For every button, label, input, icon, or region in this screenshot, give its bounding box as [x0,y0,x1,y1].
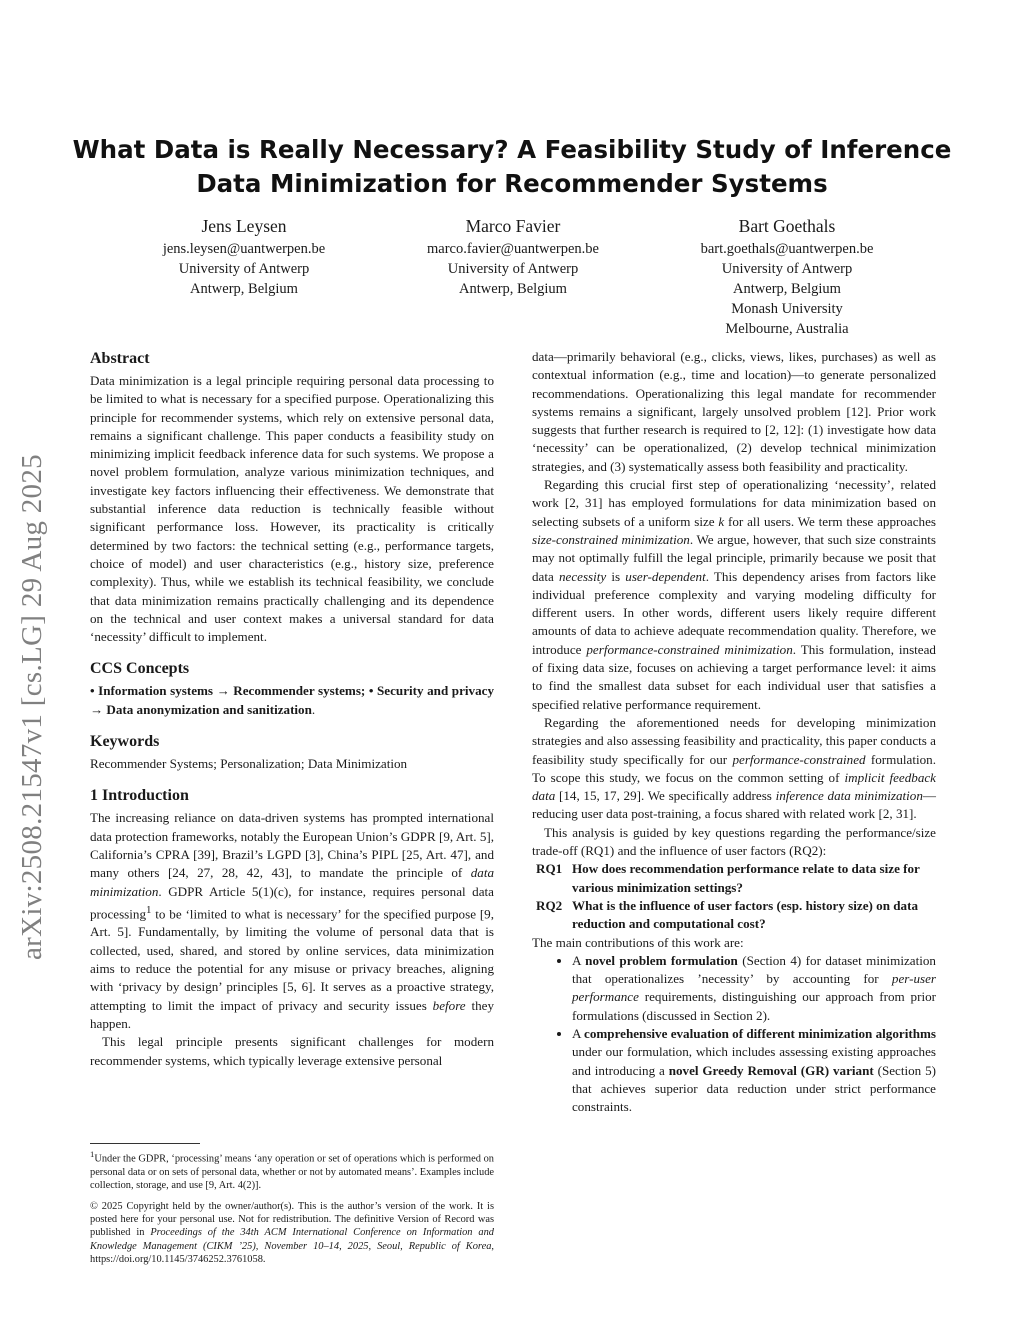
footnote-ref[interactable]: 1 [146,903,152,916]
text-run: Proceedings of the 34th ACM International Conference on Information and Knowledge Management (CIKM ’25), November 10–14, 2025, Seoul, Republic of Korea [90,1227,495,1252]
rq-text: What is the influence of user factors (esp. history size) on data reduction and computational cost? [572,897,918,932]
paragraph [532,714,936,824]
research-question [536,897,936,934]
rq-text: How does recommendation performance relate to data size for various minimization settings? [572,861,920,895]
text-run: size-constrained minimization [532,531,690,547]
footnote-rule [90,1143,200,1144]
text-run: . This formulation, instead of fixing data size, focuses on achieving a target performance level: it aims to find the smallest data subset for each individual user that satisfies a specified relative performance requirement. [532,641,936,712]
author-email[interactable]: bart.goethals@uantwerpen.be [700,241,874,257]
text-run: . We argue, however, that such size constraints may not optimally fulfill the legal principle, primarily because we posit that data [532,531,936,584]
paragraph [90,682,494,719]
author-affiliation: University of Antwerp [721,261,853,277]
author-name: Bart Goethals [738,216,836,236]
author-location: Antwerp, Belgium [190,281,298,297]
author-block [363,213,663,299]
list-item [572,952,936,1025]
text-run: performance-constrained [732,751,866,767]
footnote-mark: 1 [90,1149,95,1159]
author-location: Melbourne, Australia [725,321,849,337]
text-run: under our formulation, which includes assessing existing approaches and introducing a [572,1044,936,1078]
section-heading: Keywords [90,733,160,751]
text-run: The main contributions of this work are: [532,934,744,950]
rq-label: RQ1 [536,861,563,877]
text-run: . [311,701,316,717]
text-run: This analysis is guided by key questions regarding the performance/size trade-off (RQ1) and the influence of user factors (RQ2): [532,824,936,859]
text-run: The increasing reliance on data-driven systems has prompted international data protection frameworks, notably the European Union’s GDPR [9, Art. 5], California’s CPRA [39], Brazil’s LGPD [3], China’s PIPL [25, Art. 47], and many others [24, 27, 28, 42, 43], to mandate the principle of [90,810,494,881]
text-run: Regarding this crucial first step of operationalizing ‘necessity’, related work [2, 31] has employed formulations for data minimization based on selecting subsets of a uniform size [532,477,936,529]
text-run: to be ‘limited to what is necessary’ for the specified purpose [9, Art. 5]. Fundamentally, by limiting the volume of personal data that is collected, used, shared, and stored by online services, data minimization aims to reduce the potential for any misuse or privacy breaches, aligning with ‘privacy by design’ principles [5, 6]. It serves as a proactive strategy, attempting to limit the impact of privacy and security issues [90,906,494,1013]
paragraph [532,824,936,861]
section-heading: Abstract [90,350,150,367]
paragraph [90,1033,494,1070]
text-run: inference data minimization [775,788,923,804]
text-run: . This dependency arises from factors like individual preference complexity and varying modeling difficulty for different users. In other words, different users likely require different amounts of data to achieve adequate recommendation quality. Therefore, we introduce [532,568,936,657]
text-run: novel Greedy Removal (GR) variant [668,1062,874,1078]
arxiv-stamp: arXiv:2508.21547v1 [cs.LG] 29 Aug 2025 [16,454,48,960]
text-run: This legal principle presents significant challenges for modern recommender systems, which typically leverage extensive personal [90,1034,494,1068]
text-run: Regarding the aforementioned needs for developing minimization strategies and also assessing feasibility and practicality, this paper conducts a feasibility study specifically for our [532,714,936,767]
author-block [94,213,394,299]
text-run: A [572,1025,585,1041]
text-run: —reducing user data post-training, a focus shared with related work [2, 31]. [532,788,936,822]
text-run: before [432,997,466,1013]
text-run: A [572,952,586,968]
section-heading: 1 Introduction [90,787,189,805]
author-affiliation: University of Antwerp [447,261,579,277]
text-run: is [606,568,626,584]
text-run: novel problem formulation [585,952,738,968]
paper-title: What Data is Really Necessary? A Feasibility Study of Inference Data Minimization for Recommender Systems [72,135,952,198]
text-run: (Section 4) for dataset minimization that operationalizes ’necessity’ by accounting for [572,952,936,987]
text-run: performance-constrained minimization [586,641,793,657]
text-run: formulation. To scope this study, we focus on the common setting of [532,751,936,785]
paragraph [90,809,494,1033]
paragraph [90,372,494,646]
left-column [90,348,494,1070]
text-run: comprehensive evaluation of different minimization algorithms [584,1025,936,1041]
text-run: user-dependent [625,568,706,584]
text-run: for all users. We term these approaches [724,513,936,529]
author-email[interactable]: marco.favier@uantwerpen.be [427,241,599,257]
text-run: © 2025 Copyright held by the owner/author(s). This is the author’s version of the work. It is posted here for your personal use. Not for redistribution. The definitive Version of Record was published in [90,1201,494,1239]
footnotes [90,1143,494,1266]
text-run: • Information systems → Recommender systems; • Security and privacy → Data anonymization and sanitization [90,683,494,717]
author-name: Marco Favier [465,216,561,236]
section-heading: CCS Concepts [90,660,190,678]
author-affiliation: University of Antwerp [178,261,310,277]
text-run: k [718,513,725,529]
contribution-list [532,952,936,1117]
text-run: Recommender Systems; Personalization; Data Minimization [90,756,408,772]
text-run: they happen. [90,997,494,1031]
author-location: Antwerp, Belgium [459,281,567,297]
paragraph [532,348,936,476]
text-run: , https://doi.org/10.1145/3746252.3761058. [90,1240,494,1265]
text-run: per-user performance [572,971,936,1005]
author-name: Jens Leysen [201,216,287,236]
list-item [572,1025,936,1116]
text-run: requirements, distinguishing our approach from prior formulations (discussed in Section 2). [572,989,936,1023]
rq-label: RQ2 [536,897,563,913]
text-run: implicit feedback data [532,769,936,804]
text-run: data—primarily behavioral (e.g., clicks, views, likes, purchases) as well as contextual information (e.g., time and location)—to generate personalized recommendations. Operationalizing this legal mandate for recommender systems remains a significant, largely unsolved problem [12]. Prior work suggests that further research is required to [2, 12]: (1) investigate how data ‘necessity’ can be operationalized, (2) develop technical minimization strategies, and (3) systematically assess both feasibility and practicality. [532,349,936,474]
author-email[interactable]: jens.leysen@uantwerpen.be [162,241,326,257]
copyright-notice [90,1200,494,1266]
author-affiliation: Monash University [731,301,843,317]
author-block [637,213,937,339]
right-column [532,348,936,1116]
paragraph [532,476,936,714]
research-question [536,860,936,897]
author-location: Antwerp, Belgium [733,281,841,297]
text-run: necessity [558,568,607,584]
footnote [90,1148,494,1192]
footnote-text: Under the GDPR, ‘processing’ means ‘any operation or set of operations which is performed on personal data or on sets of personal data, whether or not by automated means’. Examples include collection, storage, and use [9, Art. 4(2)]. [90,1153,494,1191]
paragraph [532,934,936,952]
text-run: [14, 15, 17, 29]. We specifically address [555,788,776,804]
paragraph [90,755,494,773]
text-run: Data minimization is a legal principle requiring personal data processing to be limited to what is necessary for a specified purpose. Operationalizing this principle for recommender systems, which rely on extensive personal data, remains a significant challenge. This paper conducts a feasibility study on minimizing implicit feedback inference data for such systems. We propose a novel problem formulation, analyze various minimization techniques, and investigate key factors influencing their effectiveness. We demonstrate that substantial inference data reduction is technically feasible without significant performance loss. However, its practicality is critically determined by two factors: the technical setting (e.g., performance targets, choice of model) and user characteristics (e.g., history size, preference complexity). Thus, while we establish its technical feasibility, we conclude that data minimization remains practically challenging and its dependence on the technical and user context makes a universal standard for data ‘necessity’ difficult to implement. [90,373,494,645]
text-run: data minimization [90,865,494,899]
text-run: (Section 5) that achieves superior data reduction under strict performance constraints. [572,1062,937,1115]
text-run: . GDPR Article 5(1)(c), for instance, requires personal data processing [90,883,494,922]
